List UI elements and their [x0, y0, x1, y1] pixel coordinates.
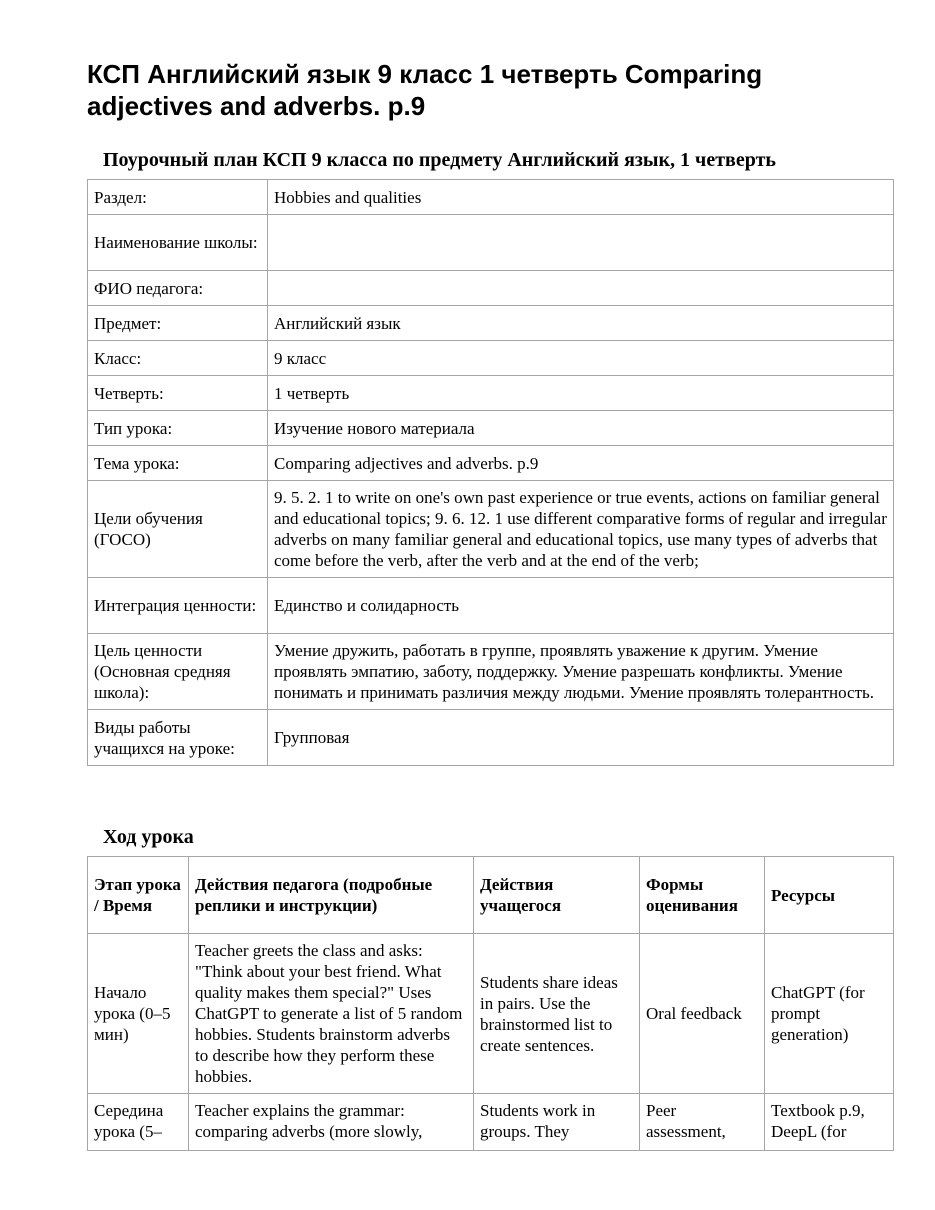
info-value: Comparing adjectives and adverbs. p.9	[268, 446, 894, 481]
info-label: Раздел:	[88, 180, 268, 215]
info-label: ФИО педагога:	[88, 271, 268, 306]
info-label: Наименование школы:	[88, 215, 268, 271]
info-value	[268, 215, 894, 271]
lesson-flow-table	[87, 856, 894, 1151]
info-value: Групповая	[268, 710, 894, 766]
info-label: Четверть:	[88, 376, 268, 411]
info-value	[268, 271, 894, 306]
cell-teacher-actions: Teacher explains the grammar: comparing adverbs (more slowly,	[189, 1094, 474, 1151]
info-row-subject	[88, 306, 894, 341]
header-teacher-actions: Действия педагога (подробные реплики и инструкции)	[189, 857, 474, 934]
info-value: Английский язык	[268, 306, 894, 341]
cell-resources: Textbook p.9, DeepL (for	[765, 1094, 894, 1151]
info-value: Изучение нового материала	[268, 411, 894, 446]
flow-row-middle	[88, 1094, 894, 1151]
info-row-grade	[88, 341, 894, 376]
cell-stage: Середина урока (5–	[88, 1094, 189, 1151]
lesson-info-table	[87, 179, 894, 766]
info-label: Интеграция ценности:	[88, 578, 268, 634]
info-label: Тип урока:	[88, 411, 268, 446]
cell-assessment: Peer assessment,	[640, 1094, 765, 1151]
cell-student-actions: Students work in groups. They	[474, 1094, 640, 1151]
info-label: Цель ценности (Основная средняя школа):	[88, 634, 268, 710]
info-label: Виды работы учащихся на уроке:	[88, 710, 268, 766]
info-row-value-goal	[88, 634, 894, 710]
cell-stage: Начало урока (0–5 мин)	[88, 934, 189, 1094]
info-row-lesson-type	[88, 411, 894, 446]
info-value: 1 четверть	[268, 376, 894, 411]
header-stage: Этап урока / Время	[88, 857, 189, 934]
flow-row-beginning	[88, 934, 894, 1094]
header-assessment: Формы оценивания	[640, 857, 765, 934]
info-value: Умение дружить, работать в группе, проявлять уважение к другим. Умение проявлять эмпатию, заботу, поддержку. Умение разрешать конфликты. Умение понимать и принимать различия между людьми. Умение проявлять толерантность.	[268, 634, 894, 710]
cell-resources: ChatGPT (for prompt generation)	[765, 934, 894, 1094]
header-student-actions: Действия учащегося	[474, 857, 640, 934]
info-row-quarter	[88, 376, 894, 411]
info-label: Предмет:	[88, 306, 268, 341]
info-value: 9 класс	[268, 341, 894, 376]
info-row-school	[88, 215, 894, 271]
header-resources: Ресурсы	[765, 857, 894, 934]
flow-header-row	[88, 857, 894, 934]
info-label: Класс:	[88, 341, 268, 376]
info-row-work-types	[88, 710, 894, 766]
info-value: Единство и солидарность	[268, 578, 894, 634]
cell-student-actions: Students share ideas in pairs. Use the brainstormed list to create sentences.	[474, 934, 640, 1094]
info-row-objectives	[88, 481, 894, 578]
info-value: 9. 5. 2. 1 to write on one's own past experience or true events, actions on familiar general and educational topics; 9. 6. 12. 1 use different comparative forms of regular and irregular adverbs on many familiar general and educational topics, use many types of adverbs that come before the verb, after the verb and at the end of the verb;	[268, 481, 894, 578]
info-label: Цели обучения (ГОСО)	[88, 481, 268, 578]
info-row-teacher	[88, 271, 894, 306]
info-row-section	[88, 180, 894, 215]
info-value: Hobbies and qualities	[268, 180, 894, 215]
cell-teacher-actions: Teacher greets the class and asks: "Think about your best friend. What quality makes them special?" Uses ChatGPT to generate a list of 5 random hobbies. Students brainstorm adverbs to describe how they perform these hobbies.	[189, 934, 474, 1094]
info-row-value-integration	[88, 578, 894, 634]
info-label: Тема урока:	[88, 446, 268, 481]
info-row-lesson-topic	[88, 446, 894, 481]
lesson-progress-heading: Ход урока	[103, 826, 194, 848]
cell-assessment: Oral feedback	[640, 934, 765, 1094]
plan-heading: Поурочный план КСП 9 класса по предмету Английский язык, 1 четверть	[103, 149, 776, 171]
page-title: КСП Английский язык 9 класс 1 четверть Comparing adjectives and adverbs. p.9	[87, 59, 763, 121]
